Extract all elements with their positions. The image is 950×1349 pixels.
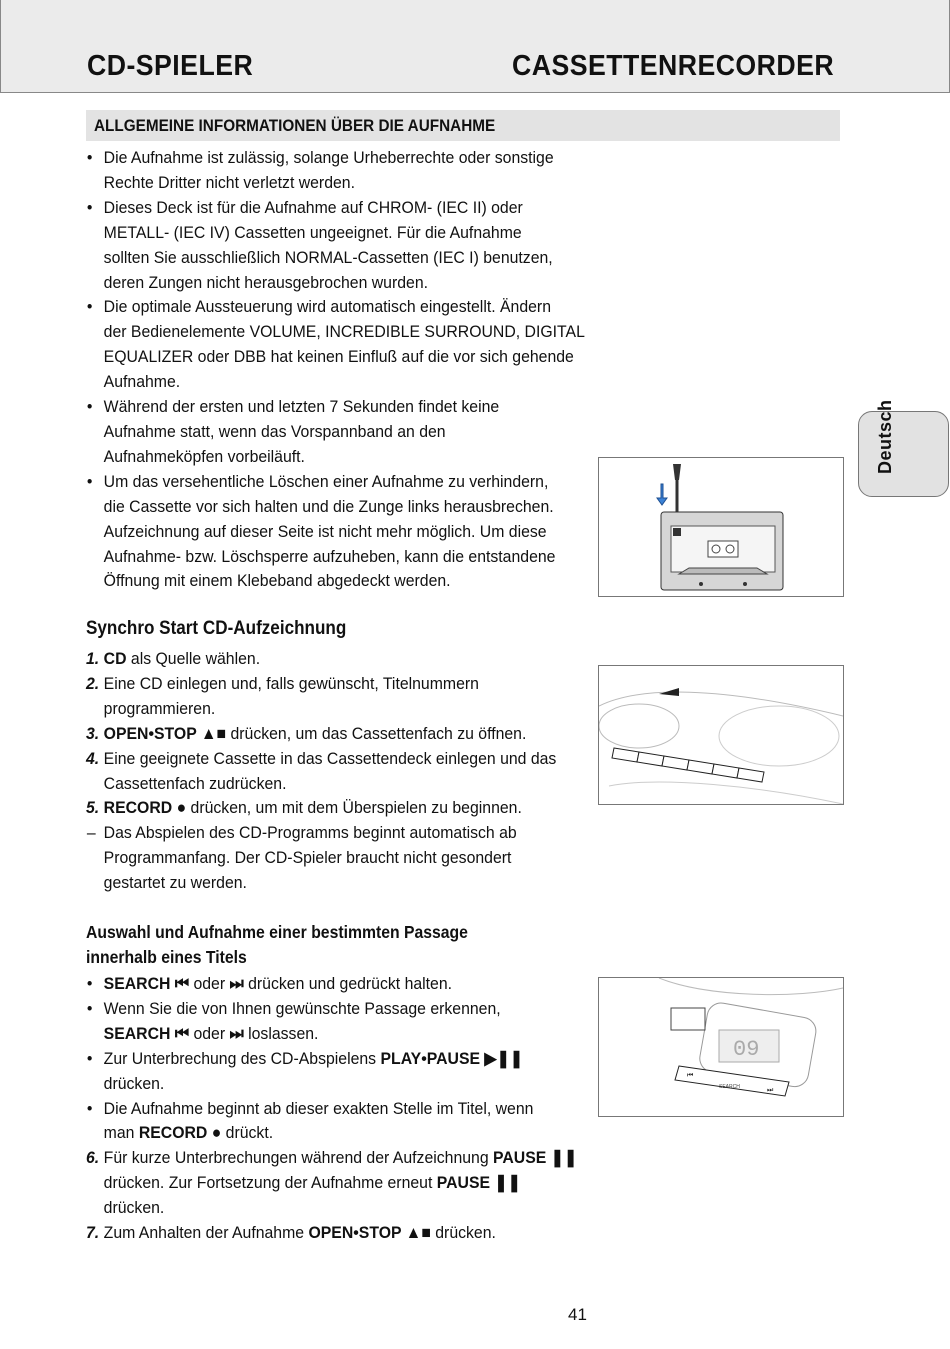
- list-item: 4. Eine geeignete Cassette in das Cassettendeck einlegen und das: [86, 748, 557, 768]
- list-item: Aufnahme.: [103, 372, 181, 392]
- list-item: Aufzeichnung auf dieser Seite ist nicht mehr möglich. Um diese: [103, 521, 547, 541]
- list-item: man RECORD ● drückt.: [103, 1123, 274, 1143]
- list-item: • SEARCH ⏮ oder ⏭ drücken und gedrückt halten.: [86, 974, 453, 993]
- list-item: gestartet zu werden.: [103, 873, 247, 893]
- section-heading-band: [86, 110, 840, 141]
- list-item: Öffnung mit einem Klebeband abgedeckt werden.: [103, 571, 451, 591]
- language-tab-label: Deutsch: [875, 399, 895, 474]
- list-item: 5. RECORD ● drücken, um mit dem Überspielen zu beginnen.: [86, 798, 522, 818]
- list-item: drücken.: [103, 1073, 165, 1093]
- list-item: SEARCH ⏮ oder ⏭ loslassen.: [103, 1023, 319, 1043]
- previous-track-icon: ⏮: [687, 1072, 694, 1079]
- list-item: drücken. Zur Fortsetzung der Aufnahme erneut PAUSE ❚❚: [103, 1173, 521, 1193]
- deck-icon: [599, 666, 843, 804]
- page-number: 41: [568, 1305, 587, 1324]
- cassette-illustration: [598, 457, 844, 597]
- list-item: • Die Aufnahme ist zulässig, solange Urheberrechte oder sonstige: [86, 148, 554, 167]
- list-item: Programmanfang. Der CD-Spieler braucht nicht gesondert: [103, 848, 512, 868]
- list-item: deren Zungen nicht herausgebrochen wurden.: [103, 272, 429, 292]
- language-tab: [858, 399, 949, 497]
- list-item: • Während der ersten und letzten 7 Sekunden findet keine: [86, 397, 500, 417]
- list-item: 1. CD als Quelle wählen.: [86, 649, 261, 668]
- list-item: Aufnahme- bzw. Löschsperre aufzuheben, kann die entstandene: [103, 546, 556, 566]
- list-item: drücken.: [103, 1198, 165, 1218]
- list-item: sollten Sie ausschließlich NORMAL-Cassetten (IEC I) benutzen,: [103, 247, 553, 267]
- list-item: 7. Zum Anhalten der Aufnahme OPEN•STOP ▲■ drücken.: [86, 1223, 496, 1243]
- deck-buttons-illustration: [598, 665, 844, 805]
- section3-title: Auswahl und Aufnahme einer bestimmten Passage: [86, 922, 468, 942]
- list-item: • Zur Unterbrechung des CD-Abspielens PLAY•PAUSE ▶❚❚: [86, 1048, 524, 1068]
- list-item: 3. OPEN•STOP ▲■ drücken, um das Cassettenfach zu öffnen.: [86, 723, 527, 743]
- list-item: Cassettenfach zudrücken.: [103, 773, 287, 793]
- list-item: • Um das versehentliche Löschen einer Aufnahme zu verhindern,: [86, 471, 549, 491]
- cd-controls-illustration: [598, 977, 844, 1117]
- list-item: • Wenn Sie die von Ihnen gewünschte Passage erkennen,: [86, 998, 501, 1018]
- list-item: Aufnahmeköpfen vorbeiläuft.: [103, 446, 305, 466]
- section2-title: Synchro Start CD-Aufzeichnung: [86, 618, 347, 639]
- list-item: • Die optimale Aussteuerung wird automatisch eingestellt. Ändern: [86, 297, 552, 317]
- section1-title: ALLGEMEINE INFORMATIONEN ÜBER DIE AUFNAHME: [94, 116, 496, 135]
- list-item: Rechte Dritter nicht verletzt werden.: [103, 172, 355, 192]
- list-item: die Cassette vor sich halten und die Zunge links herausbrechen.: [103, 496, 554, 516]
- section2-list: [86, 647, 606, 896]
- list-item: • Dieses Deck ist für die Aufnahme auf CHROM- (IEC II) oder: [86, 197, 523, 217]
- search-label: SEARCH: [719, 1084, 740, 1090]
- page-header: [0, 0, 950, 93]
- section3-list: [86, 972, 606, 1246]
- list-item: der Bedienelemente VOLUME, INCREDIBLE SURROUND, DIGITAL: [103, 322, 585, 342]
- list-item: EQUALIZER oder DBB hat keinen Einfluß auf die vor sich gehende: [103, 347, 574, 367]
- list-item: METALL- (IEC IV) Cassetten ungeeignet. Für die Aufnahme: [103, 222, 522, 242]
- section1-list: [86, 146, 606, 594]
- cassette-icon: [599, 458, 843, 596]
- list-item: 2. Eine CD einlegen und, falls gewünscht, Titelnummern: [86, 673, 479, 693]
- list-item: – Das Abspielen des CD-Programms beginnt automatisch ab: [86, 823, 517, 843]
- list-item: Aufnahme statt, wenn das Vorspannband an den: [103, 421, 446, 441]
- display-readout: 09: [733, 1037, 760, 1062]
- cd-player-icon: [599, 978, 843, 1116]
- list-item: programmieren.: [103, 698, 216, 718]
- list-item: • Die Aufnahme beginnt ab dieser exakten Stelle im Titel, wenn: [86, 1098, 534, 1118]
- next-track-icon: ⏭: [767, 1087, 774, 1094]
- header-left-title: CD-SPIELER: [87, 50, 254, 82]
- section3-title-line2: innerhalb eines Titels: [86, 947, 247, 967]
- header-right-title: CASSETTENRECORDER: [511, 50, 834, 82]
- list-item: 6. Für kurze Unterbrechungen während der Aufzeichnung PAUSE ❚❚: [86, 1148, 578, 1168]
